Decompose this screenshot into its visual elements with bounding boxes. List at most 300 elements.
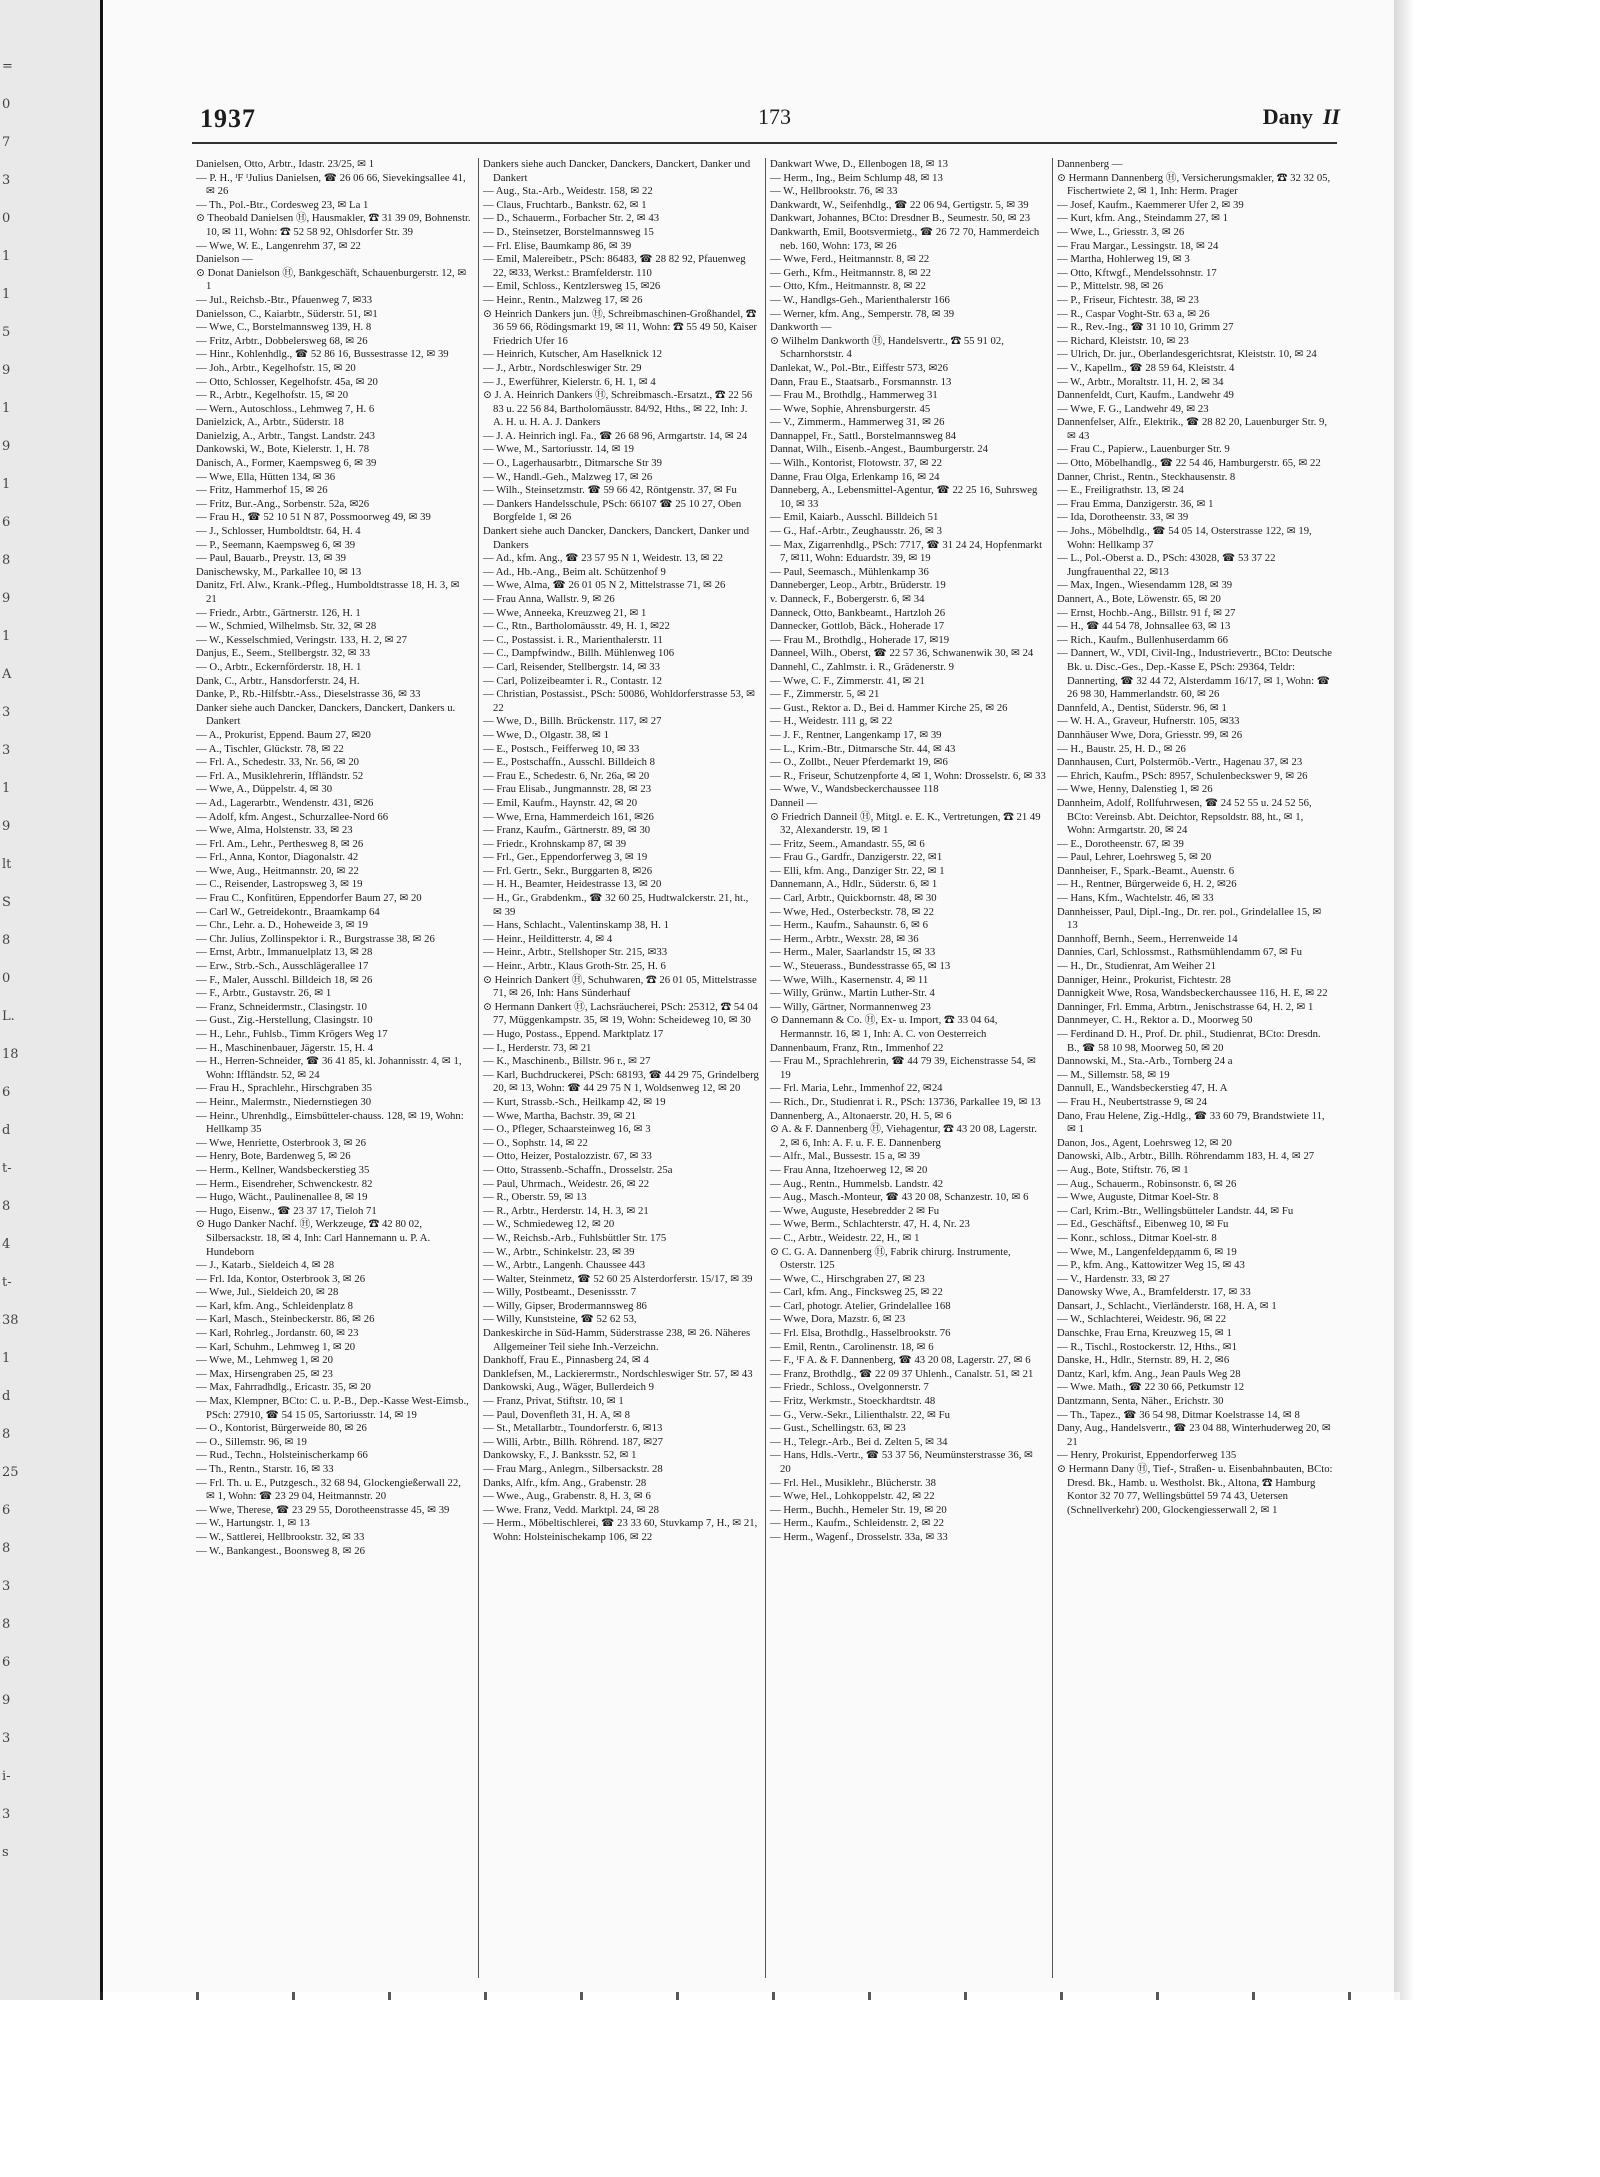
directory-entry: Danninger, Frl. Emma, Arbtrn., Jenischstrasse 64, H. 2, ✉ 1: [1057, 1000, 1314, 1013]
gutter-fragment: 8: [2, 1541, 11, 1556]
directory-entry: ⊙ Friedrich Danneil Ⓗ, Mitgl. e. E. K., Vertretungen, ☎ 21 49 32, Alexanderstr. 19, ✉ 1: [770, 810, 1041, 837]
directory-entry: — Richard, Kleiststr. 10, ✉ 23: [1057, 334, 1189, 347]
directory-entry: — H., Rentner, Bürgerweide 6, H. 2, ✉26: [1057, 878, 1237, 891]
directory-entry: — Rud., Techn., Holsteinischerkamp 66: [196, 1449, 368, 1462]
directory-entry: — H., Dr., Studienrat, Am Weiher 21: [1057, 960, 1216, 973]
directory-entry: — H., Baustr. 25, H. D., ✉ 26: [1057, 742, 1186, 755]
directory-entry: Dannenberg, A., Altonaerstr. 20, H. 5, ✉ 6: [770, 1109, 952, 1122]
gutter-fragment: 7: [2, 135, 11, 150]
directory-entry: — Claus, Fruchtarb., Bankstr. 62, ✉ 1: [483, 198, 647, 211]
directory-entry: — Frl. Elsa, Brothdlg., Hasselbrookstr. 76: [770, 1327, 951, 1340]
gutter-fragment: 8: [2, 933, 11, 948]
directory-entry: — Kurt, Strassb.-Sch., Heilkamp 42, ✉ 19: [483, 1095, 666, 1108]
directory-entry: — Ernst, Hochb.-Ang., Billstr. 91 f, ✉ 27: [1057, 606, 1236, 619]
directory-entry: — L., Pol.-Oberst a. D., PSch: 43028, ☎ 53 37 22 Jungfrauenthal 22, ✉13: [1057, 552, 1276, 578]
directory-entry: — W., Hartungstr. 1, ✉ 13: [196, 1517, 310, 1530]
directory-entry: — Frau Anna, Itzehoerweg 12, ✉ 20: [770, 1163, 928, 1176]
directory-entry: — Max, Klempner, BCto: C. u. P.-B., Dep.-Kasse West-Eimsb., PSch: 27910, ☎ 54 15 05, Sartoriusstr. 14, ✉ 19: [196, 1395, 469, 1421]
directory-entry: — Carl, Arbtr., Quickbornstr. 48, ✉ 30: [770, 892, 937, 905]
page-number: 173: [758, 104, 791, 129]
directory-entry: Dannhausen, Curt, Polstermöb.-Vertr., Hagenau 37, ✉ 23: [1057, 756, 1303, 769]
directory-entry: — O., Pfleger, Schaarsteinweg 16, ✉ 3: [483, 1123, 651, 1136]
directory-entry: — Emil, Rentn., Carolinenstr. 18, ✉ 6: [770, 1340, 934, 1353]
directory-entry: — Franz, Brothdlg., ☎ 22 09 37 Uhlenh., Canalstr. 51, ✉ 21: [770, 1367, 1034, 1380]
directory-entry: Danielsson, C., Kaiarbtr., Süderstr. 51, ✉1: [196, 307, 378, 320]
directory-entry: — Wwe, Hel., Lohkoppelstr. 42, ✉ 22: [770, 1490, 935, 1503]
directory-entry: — Wwe, M., Lehmweg 1, ✉ 20: [196, 1354, 333, 1367]
gutter-fragment: 38: [2, 1313, 19, 1328]
gutter-fragment: 8: [2, 1427, 11, 1442]
directory-entry: — C., Reisender, Lastropsweg 3, ✉ 19: [196, 878, 363, 891]
gutter-fragment: 6: [2, 1655, 11, 1670]
directory-entry: ⊙ Heinrich Dankers jun. Ⓗ, Schreibmaschinen-Großhandel, ☎ 36 59 66, Rödingsmarkt 19, ✉ 11, Wohn: ☎ 55 49 50, Kaiser Friedrich Ufer 16: [483, 307, 757, 347]
directory-entry: — Herm., Ing., Beim Schlump 48, ✉ 13: [770, 171, 943, 184]
gutter-fragment: 9: [2, 1693, 11, 1708]
directory-entry: — Herm., Buchh., Hemeler Str. 19, ✉ 20: [770, 1503, 947, 1516]
directory-entry: Danneberg, A., Lebensmittel-Agentur, ☎ 22 25 16, Suhrsweg 10, ✉ 33: [770, 484, 1038, 510]
directory-entry: — W., Hellbrookstr. 76, ✉ 33: [770, 185, 898, 198]
directory-entry: Danschke, Frau Erna, Kreuzweg 15, ✉ 1: [1057, 1327, 1232, 1340]
directory-entry: Dankwardt, W., Seifenhdlg., ☎ 22 06 94, Gertigstr. 5, ✉ 39: [770, 198, 1029, 211]
directory-entry: — Friedr., Arbtr., Gärtnerstr. 126, H. 1: [196, 606, 361, 619]
directory-entry: — Heinr., Arbtr., Stellshoper Str. 215, ✉33: [483, 946, 668, 959]
directory-entry: — Frl. Hel., Musiklehr., Blücherstr. 38: [770, 1476, 936, 1489]
column-2: [483, 158, 759, 1978]
directory-entry: — H., Herren-Schneider, ☎ 36 41 85, kl. Johannisstr. 4, ✉ 1, Wohn: Iffländstr. 52, ✉ 24: [196, 1055, 462, 1081]
directory-entry: — J. A. Heinrich ingl. Fa., ☎ 26 68 96, Armgartstr. 14, ✉ 24: [483, 429, 748, 442]
directory-entry: Dankowski, W., Bote, Kielerstr. 1, H. 78: [196, 443, 370, 456]
directory-entry: — Martha, Hohlerweg 19, ✉ 3: [1057, 253, 1190, 266]
directory-entry: — O., Lagerhausarbtr., Ditmarsche Str 39: [483, 457, 662, 470]
directory-entry: — Henry, Prokurist, Eppendorferweg 135: [1057, 1449, 1237, 1462]
directory-entry: — Wwe, L., Griesstr. 3, ✉ 26: [1057, 225, 1185, 238]
directory-entry: — Frau Emma, Danzigerstr. 36, ✉ 1: [1057, 497, 1214, 510]
directory-entry: — Aug., Masch.-Monteur, ☎ 43 20 08, Schanzestr. 10, ✉ 6: [770, 1191, 1029, 1204]
gutter-fragment: 3: [2, 705, 11, 720]
directory-entry: — Carl, photogr. Atelier, Grindelallee 168: [770, 1299, 951, 1312]
directory-entry: — Paul, Lehrer, Loehrsweg 5, ✉ 20: [1057, 851, 1212, 864]
directory-entry: — R., Rev.-Ing., ☎ 31 10 10, Grimm 27: [1057, 321, 1234, 334]
directory-entry: — Franz, Kaufm., Gärtnerstr. 89, ✉ 30: [483, 824, 651, 837]
directory-entry: — G., Haf.-Arbtr., Zeughausstr. 26, ✉ 3: [770, 525, 942, 538]
directory-entry: — Josef, Kaufm., Kaemmerer Ufer 2, ✉ 39: [1057, 198, 1244, 211]
directory-entry: — Rich., Kaufm., Bullenhuserdamm 66: [1057, 633, 1228, 646]
directory-entry: — G., Verw.-Sekr., Lilienthalstr. 22, ✉ Fu: [770, 1408, 950, 1421]
gutter-fragment: 1: [2, 401, 11, 416]
gutter-fragment: 1: [2, 477, 11, 492]
directory-entry: ⊙ Hermann Dannenberg Ⓗ, Versicherungsmakler, ☎ 32 32 05, Fischertwiete 2, ✉ 1, Inh: Herm. Prager: [1057, 171, 1331, 198]
directory-entry: Dannenberg —: [1057, 158, 1123, 170]
directory-entry: Dannmeyer, C. H., Rektor a. D., Moorweg 50: [1057, 1014, 1253, 1027]
directory-entry: — Willy, Gipser, Brodermannsweg 86: [483, 1299, 647, 1312]
directory-entry: — Frl. Ida, Kontor, Osterbrook 3, ✉ 26: [196, 1272, 366, 1285]
directory-entry: — Max, Zigarrenhdlg., PSch: 7717, ☎ 31 24 24, Hopfenmarkt 7, ✉11, Wohn: Eduardstr. 39, ✉ 19: [770, 538, 1043, 565]
directory-entry: Danisch, A., Former, Kaempsweg 6, ✉ 39: [196, 457, 377, 470]
directory-entry: — H., Gr., Grabdenkm., ☎ 32 60 25, Hudtwalckerstr. 21, ht., ✉ 39: [483, 892, 749, 918]
directory-entry: — Gust., Schellingstr. 63, ✉ 23: [770, 1422, 906, 1435]
directory-entry: — H., Weidestr. 111 g, ✉ 22: [770, 715, 893, 728]
directory-entry: — Carl W., Getreidekontr., Braamkamp 64: [196, 905, 380, 918]
directory-entry: — Werner, kfm. Ang., Semperstr. 78, ✉ 39: [770, 307, 955, 320]
directory-entry: — P., Seemann, Kaempsweg 6, ✉ 39: [196, 538, 356, 551]
directory-entry: — Christian, Postassist., PSch: 50086, Wohldorferstrasse 53, ✉ 22: [483, 688, 756, 714]
directory-entry: — Frau G., Gardfr., Danzigerstr. 22, ✉1: [770, 851, 943, 864]
gutter-fragment: lt: [2, 857, 12, 872]
directory-entry: — Ernst, Arbtr., Immanuelplatz 13, ✉ 28: [196, 946, 373, 959]
gutter-fragment: 3: [2, 1807, 11, 1822]
directory-entry: — Wwe, Martha, Bachstr. 39, ✉ 21: [483, 1109, 637, 1122]
gutter-fragment: 3: [2, 1731, 11, 1746]
directory-entry: — O., Arbtr., Eckernförderstr. 18, H. 1: [196, 660, 362, 673]
gutter-fragment: 1: [2, 287, 11, 302]
directory-entry: ⊙ Hermann Dankert Ⓗ, Lachsräucherei, PSch: 25312, ☎ 54 04 77, Müggenkampstr. 35, ✉ 19, Wohn: Scheideweg 10, ✉ 30: [483, 1000, 758, 1027]
directory-entry: — Henry, Bote, Bardenweg 5, ✉ 26: [196, 1150, 351, 1163]
directory-entry: Danischewsky, M., Parkallee 10, ✉ 13: [196, 565, 362, 578]
directory-entry: Dantz, Karl, kfm. Ang., Jean Pauls Weg 28: [1057, 1367, 1241, 1380]
directory-entry: ⊙ Heinrich Dankert Ⓗ, Schuhwaren, ☎ 26 01 05, Mittelstrasse 71, ✉ 26, Inh: Hans Sünderhauf: [483, 973, 757, 1000]
directory-entry: Dannehl, C., Zahlmstr. i. R., Grädenerstr. 9: [770, 660, 955, 673]
directory-entry: — Emil, Schloss., Kentzlersweg 15, ✉26: [483, 280, 661, 293]
directory-entry: — O., Kontorist, Bürgerweide 80, ✉ 26: [196, 1422, 367, 1435]
directory-entry: — Jul., Reichsb.-Btr., Pfauenweg 7, ✉33: [196, 293, 373, 306]
gutter-fragment: 8: [2, 1617, 11, 1632]
directory-entry: — Paul, Dovenfleth 31, H. A, ✉ 8: [483, 1408, 630, 1421]
directory-entry: — J. F., Rentner, Langenkamp 17, ✉ 39: [770, 728, 942, 741]
directory-entry: ⊙ Dannemann & Co. Ⓗ, Ex- u. Import, ☎ 33 04 64, Hermannstr. 16, ✉ 1, Inh: A. C. von Oesterreich: [770, 1014, 998, 1040]
directory-entry: — O., Sophstr. 14, ✉ 22: [483, 1136, 588, 1149]
directory-entry: Danlekat, W., Pol.-Btr., Eiffestr 573, ✉26: [770, 361, 948, 374]
column-1: [196, 158, 472, 1978]
directory-entry: — Fritz, Hammerhof 15, ✉ 26: [196, 484, 328, 497]
directory-entry: — Herm., Kaufm., Schleidenstr. 2, ✉ 22: [770, 1517, 944, 1530]
directory-entry: ⊙ J. A. Heinrich Dankers Ⓗ, Schreibmasch.-Ersatzt., ☎ 22 56 83 u. 22 56 84, Bartholomäusstr. 84/92, Hths., ✉ 22, Inh: J. A. H. u. H. A. J. Dankers: [483, 389, 753, 429]
directory-entry: Dannenbaum, Franz, Rtn., Immenhof 22: [770, 1041, 944, 1054]
directory-entry: — P., Friseur, Fichtestr. 38, ✉ 23: [1057, 293, 1199, 306]
directory-entry: Danneel, Wilh., Oberst, ☎ 22 57 36, Schwanenwik 30, ✉ 24: [770, 647, 1034, 660]
directory-entry: — Wwe, Anneeka, Kreuzweg 21, ✉ 1: [483, 606, 647, 619]
directory-entry: — Wwe, Erna, Hammerdeich 161, ✉26: [483, 810, 654, 823]
gutter-fragment: 0: [2, 211, 11, 226]
gutter-fragment: i-: [2, 1769, 11, 1784]
directory-entry: Dannhoff, Bernh., Seem., Herrenweide 14: [1057, 932, 1238, 945]
directory-entry: Dannenfeldt, Curt, Kaufm., Landwehr 49: [1057, 389, 1234, 402]
directory-entry: — Wwe, F. G., Landwehr 49, ✉ 23: [1057, 402, 1209, 415]
directory-entry: — Wwe, Jul., Sieldeich 20, ✉ 28: [196, 1286, 339, 1299]
directory-entry: — W., Sattlerei, Hellbrookstr. 32, ✉ 33: [196, 1530, 365, 1543]
directory-entry: — Frl., Anna, Kontor, Diagonalstr. 42: [196, 851, 359, 864]
directory-entry: Dannat, Wilh., Eisenb.-Angest., Baumburgerstr. 24: [770, 443, 988, 456]
directory-entry: — E., Dorotheenstr. 67, ✉ 39: [1057, 837, 1184, 850]
directory-entry: — Carl, Reisender, Stellbergstr. 14, ✉ 33: [483, 660, 660, 673]
column-3: [770, 158, 1046, 1978]
directory-entry: — R., Friseur, Schutzenpforte 4, ✉ 1, Wohn: Drosselstr. 6, ✉ 33: [770, 769, 1046, 782]
directory-entry: — Hinr., Kohlenhdlg., ☎ 52 86 16, Bussestrasse 12, ✉ 39: [196, 348, 449, 361]
gutter-fragment: 9: [2, 591, 11, 606]
directory-entry: — O., Sillemstr. 96, ✉ 19: [196, 1435, 307, 1448]
directory-entry: — Herm., Kaufm., Sahaunstr. 6, ✉ 6: [770, 919, 928, 932]
directory-entry: Danks, Alfr., kfm. Ang., Grabenstr. 28: [483, 1476, 647, 1489]
directory-entry: — Friedr., Krohnskamp 87, ✉ 39: [483, 837, 627, 850]
directory-entry: — Paul, Bauarb., Preystr. 13, ✉ 39: [196, 552, 346, 565]
directory-entry: — Wwe, Hed., Osterbeckstr. 78, ✉ 22: [770, 905, 934, 918]
directory-entry: ⊙ Hugo Danker Nachf. Ⓗ, Werkzeuge, ☎ 42 80 02, Silbersackstr. 18, ✉ 4, Inh: Carl Hannemann u. P. A. Hundeborn: [196, 1218, 431, 1258]
directory-entry: — Konr., schloss., Ditmar Koel-str. 8: [1057, 1231, 1217, 1244]
gutter-fragment: 4: [2, 1237, 11, 1252]
directory-entry: — Otto, Kftwgf., Mendelssohnstr. 17: [1057, 266, 1217, 279]
directory-entry: Danklefsen, M., Lackierermstr., Nordschleswiger Str. 57, ✉ 43: [483, 1367, 753, 1380]
directory-entry: — F., Maler, Ausschl. Billdeich 18, ✉ 26: [196, 973, 373, 986]
gutter-fragment: 1: [2, 249, 11, 264]
directory-entry: Dano, Frau Helene, Zig.-Hdlg., ☎ 33 60 79, Brandstwiete 11, ✉ 1: [1057, 1109, 1325, 1136]
directory-entry: Dannheim, Adolf, Rollfuhrwesen, ☎ 24 52 55 u. 24 52 56, BCto: Vereinsb. Abt. Deichtor, Repsoldstr. 88, ht., ✉ 1, Wohn: Armgartstr. 20, ✉ 24: [1057, 796, 1312, 837]
directory-entry: — K., Maschinenb., Billstr. 96 r., ✉ 27: [483, 1055, 651, 1068]
directory-entry: — Frl. Am., Lehr., Perthesweg 8, ✉ 26: [196, 837, 364, 850]
directory-entry: — Aug., Sta.-Arb., Weidestr. 158, ✉ 22: [483, 185, 653, 198]
gutter-fragment: t-: [2, 1275, 12, 1290]
directory-entry: — Emil, Kaiarb., Ausschl. Billdeich 51: [770, 511, 939, 524]
directory-entry: — Frau Anna, Wallstr. 9, ✉ 26: [483, 593, 615, 605]
directory-entry: — Hugo, Wächt., Paulinenallee 8, ✉ 19: [196, 1191, 368, 1204]
directory-entry: — Herm., Wagenf., Drosselstr. 33a, ✉ 33: [770, 1530, 948, 1543]
directory-entry: — F., Zimmerstr. 5, ✉ 21: [770, 688, 880, 701]
directory-entry: Dankworth —: [770, 321, 832, 334]
directory-entry: — Franz, Schneidermstr., Clasingstr. 10: [196, 1000, 367, 1013]
directory-entry: ⊙ Theobald Danielsen Ⓗ, Hausmakler, ☎ 31 39 09, Bohnenstr. 10, ✉ 11, Wohn: ☎ 52 58 92, Ohlsdorfer Str. 39: [196, 212, 471, 238]
directory-entry: — J., Ewerführer, Kielerstr. 6, H. 1, ✉ 4: [483, 375, 656, 388]
directory-entry: Dannappel, Fr., Sattl., Borstelmannsweg 84: [770, 429, 957, 442]
directory-entry: — Herm., Kellner, Wandsbeckerstieg 35: [196, 1163, 370, 1176]
directory-entry: — Frau C., Papierw., Lauenburger Str. 9: [1057, 443, 1230, 456]
directory-entry: — Willi, Arbtr., Billh. Röhrend. 187, ✉27: [483, 1435, 663, 1448]
column-4: [1057, 158, 1333, 1978]
directory-entry: — Wwe. Math., ☎ 22 30 66, Petkumstr 12: [1057, 1381, 1245, 1394]
directory-entry: ⊙ C. G. A. Dannenberg Ⓗ, Fabrik chirurg. Instrumente, Osterstr. 125: [770, 1245, 1011, 1272]
gutter-fragment: 9: [2, 819, 11, 834]
directory-entry: — Heinr., Malermstr., Niedernstiegen 30: [196, 1095, 372, 1108]
gutter-fragment: 8: [2, 1199, 11, 1214]
directory-entry: — Wern., Autoschloss., Lehmweg 7, H. 6: [196, 402, 375, 415]
directory-entry: Dansart, J., Schlacht., Vierländerstr. 168, H. A, ✉ 1: [1057, 1299, 1277, 1312]
directory-entry: Danielson —: [196, 253, 253, 266]
directory-entry: — Th., Pol.-Btr., Cordesweg 23, ✉ La 1: [196, 198, 369, 211]
directory-entry: — Paul, Seemasch., Mühlenkamp 36: [770, 565, 929, 578]
directory-entry: — J., Arbtr., Nordschleswiger Str. 29: [483, 361, 642, 374]
directory-entry: — Herm., Maler, Saarlandstr 15, ✉ 33: [770, 946, 936, 959]
directory-entry: Dannheisser, Paul, Dipl.-Ing., Dr. rer. pol., Grindelallee 15, ✉ 13: [1057, 905, 1322, 932]
directory-entry: Danon, Jos., Agent, Loehrsweg 12, ✉ 20: [1057, 1136, 1232, 1149]
directory-entry: — W., Schmied, Wilhelmsb. Str. 32, ✉ 28: [196, 620, 377, 633]
directory-entry: — Wwe, Ferd., Heitmannstr. 8, ✉ 22: [770, 253, 930, 266]
directory-entry: — Hugo, Postass., Eppend. Marktplatz 17: [483, 1028, 664, 1040]
blank-area: [0, 2000, 1600, 2177]
directory-entry: — J., Schlosser, Humboldtstr. 64, H. 4: [196, 525, 361, 538]
directory-entry: Dannemann, A., Hdlr., Süderstr. 6, ✉ 1: [770, 878, 938, 891]
directory-entry: — Adolf, kfm. Angest., Schurzallee-Nord 66: [196, 810, 389, 823]
directory-entry: Dantzmann, Senta, Näher., Erichstr. 30: [1057, 1395, 1224, 1408]
directory-entry: — Wwe, Henny, Dalenstieg 1, ✉ 26: [1057, 783, 1213, 796]
directory-entry: — Wwe, Henriette, Osterbrook 3, ✉ 26: [196, 1136, 366, 1149]
directory-entry: — Th., Tapez., ☎ 36 54 98, Ditmar Koelstrasse 14, ✉ 8: [1057, 1408, 1300, 1421]
directory-entry: Dannull, E., Wandsbeckerstieg 47, H. A: [1057, 1082, 1228, 1095]
gutter-fragment: d: [2, 1389, 11, 1404]
directory-entry: — W., Handl.-Geh., Malzweg 17, ✉ 26: [483, 470, 653, 483]
directory-entry: — Wwe, Therese, ☎ 23 29 55, Dorotheenstrasse 45, ✉ 39: [196, 1503, 450, 1516]
directory-entry: — Frl. A., Schedestr. 33, Nr. 56, ✉ 20: [196, 756, 360, 769]
directory-entry: — Aug., Schauerm., Robinsonstr. 6, ✉ 26: [1057, 1177, 1237, 1190]
directory-entry: Dankwart, Johannes, BCto: Dresdner B., Seumestr. 50, ✉ 23: [770, 212, 1031, 225]
gutter-fragment: 0: [2, 97, 11, 112]
gutter-fragment: 5: [2, 325, 11, 340]
directory-entry: — Max, Hirsengraben 25, ✉ 23: [196, 1367, 333, 1380]
directory-entry: — E., Postschaffn., Ausschl. Billdeich 8: [483, 756, 655, 769]
directory-entry: — Max, Ingen., Wiesendamm 128, ✉ 39: [1057, 579, 1233, 592]
directory-entry: — Emil, Kaufm., Haynstr. 42, ✉ 20: [483, 796, 638, 809]
directory-entry: Danneck, Otto, Bankbeamt., Hartzloh 26: [770, 606, 946, 619]
gutter-fragment: 3: [2, 173, 11, 188]
directory-entry: — Ehrich, Kaufm., PSch: 8957, Schulenbeckswег 9, ✉ 26: [1057, 769, 1308, 782]
gutter-fragment: 1: [2, 781, 11, 796]
previous-page-gutter: [0, 0, 103, 2000]
directory-entry: — O., Zollbt., Neuer Pferdemarkt 19, ✉6: [770, 756, 948, 769]
directory-entry: — Friedr., Schloss., Ovelgonnerstr. 7: [770, 1381, 929, 1394]
directory-entry: — Frau Elisab., Jungmannstr. 28, ✉ 23: [483, 783, 652, 796]
directory-entry: Dannies, Carl, Schlossmst., Rathsmühlendamm 67, ✉ Fu: [1057, 946, 1302, 959]
directory-entry: — Frau M., Sprachlehrerin, ☎ 44 79 39, Eichenstrasse 54, ✉ 19: [770, 1055, 1036, 1081]
gutter-fragment: 18: [2, 1047, 19, 1062]
directory-entry: — W., Arbtr., Langenh. Chaussee 443: [483, 1259, 646, 1272]
directory-entry: — Wwe, Wilh., Kasernenstr. 4, ✉ 11: [770, 973, 929, 986]
directory-entry: — Frl. Maria, Lehr., Immenhof 22, ✉24: [770, 1082, 943, 1095]
gutter-fragment: S: [2, 895, 11, 910]
directory-entry: Danielzick, A., Arbtr., Süderstr. 18: [196, 416, 344, 429]
directory-entry: — Frau M., Brothdlg., Hammerweg 31: [770, 389, 938, 402]
directory-entry: — D., Schauerm., Forbacher Str. 2, ✉ 43: [483, 212, 660, 225]
directory-entry: — Wwe, C., Hirschgraben 27, ✉ 23: [770, 1272, 925, 1285]
directory-entry: — Fritz, Arbtr., Dobbelersweg 68, ✉ 26: [196, 334, 368, 347]
directory-entry: — Aug., Rentn., Hummelsb. Landstr. 42: [770, 1177, 944, 1190]
directory-entry: — C., Arbtr., Weidestr. 22, H., ✉ 1: [770, 1231, 920, 1244]
directory-entry: — Fritz, Werkmstr., Stoeckhardtstr. 48: [770, 1395, 936, 1408]
directory-entry: Danielzig, A., Arbtr., Tangst. Landstr. 243: [196, 429, 375, 442]
directory-entry: — H., Lehr., Fuhlsb., Timm Krögers Weg 17: [196, 1028, 388, 1040]
directory-entry: — Heinr., Uhrenhdlg., Eimsbütteler-chauss. 128, ✉ 19, Wohn: Hellkamp 35: [196, 1109, 464, 1136]
directory-entry: — H., Telegr.-Arb., Bei d. Zelten 5, ✉ 34: [770, 1435, 948, 1448]
directory-entry: — Otto, Schlosser, Kegelhofstr. 45a, ✉ 20: [196, 375, 378, 388]
directory-entry: — C., Postassist. i. R., Marienthalerstr. 11: [483, 633, 663, 646]
directory-entry: — Herm., Arbtr., Wexstr. 28, ✉ 36: [770, 932, 919, 945]
directory-entry: Dankhoff, Frau E., Pinnasberg 24, ✉ 4: [483, 1354, 649, 1367]
gutter-fragment: s: [2, 1845, 9, 1860]
directory-entry: Danneil —: [770, 796, 818, 809]
directory-entry: — Frau C., Konfitüren, Eppendorfer Baum 27, ✉ 20: [196, 892, 422, 905]
directory-entry: — Frau Margar., Lessingstr. 18, ✉ 24: [1057, 239, 1219, 252]
directory-entry: — Hans, Hdls.-Vertr., ☎ 53 37 56, Neumünsterstrasse 36, ✉ 20: [770, 1449, 1034, 1475]
directory-entry: — Ida, Dorotheenstr. 33, ✉ 39: [1057, 511, 1189, 524]
directory-entry: — Ad., Hb.-Ang., Beim alt. Schützenhof 9: [483, 565, 666, 578]
directory-entry: — Frl., Ger., Eppendorferweg 3, ✉ 19: [483, 851, 648, 864]
directory-entry: — Wwe, W. E., Langenrehm 37, ✉ 22: [196, 239, 361, 252]
gutter-fragment: =: [2, 59, 13, 74]
directory-entry: Dankowski, Aug., Wäger, Bullerdeich 9: [483, 1381, 654, 1394]
directory-entry: — R., Arbtr., Herderstr. 14, H. 3, ✉ 21: [483, 1204, 649, 1217]
directory-entry: — W., Schlachterei, Weidestr. 96, ✉ 22: [1057, 1313, 1227, 1326]
directory-entry: — Emil, Malereibetr., PSch: 86483, ☎ 28 82 92, Pfauenweg 22, ✉33, Werkst.: Bramfelderstr. 110: [483, 253, 746, 279]
directory-entry: Dany, Aug., Handelsvertr., ☎ 23 04 88, Winterhuderweg 20, ✉ 21: [1057, 1422, 1331, 1448]
directory-entry: — W., Arbtr., Moraltstr. 11, H. 2, ✉ 34: [1057, 375, 1224, 388]
directory-entry: — Ed., Geschäftsf., Eibenweg 10, ✉ Fu: [1057, 1218, 1229, 1231]
running-head: [1263, 104, 1340, 130]
directory-entry: — Wilh., Kontorist, Flotowstr. 37, ✉ 22: [770, 457, 942, 470]
directory-entry: — C., Dampfwindw., Billh. Mühlenweg 106: [483, 647, 675, 660]
directory-entry: — Walter, Steinmetz, ☎ 52 60 25 Alsterdorferstr. 15/17, ✉ 39: [483, 1272, 753, 1285]
gutter-fragment: 9: [2, 363, 11, 378]
directory-entry: — Karl, kfm. Ang., Schleidenplatz 8: [196, 1299, 354, 1312]
directory-entry: — C., Rtn., Bartholomäusstr. 49, H. 1, ✉22: [483, 620, 670, 633]
directory-entry: v. Danneck, F., Bobergerstr. 6, ✉ 34: [770, 593, 925, 605]
gutter-fragment: 25: [2, 1465, 19, 1480]
directory-entry: — H., Maschinenbauer, Jägerstr. 15, H. 4: [196, 1041, 374, 1054]
gutter-fragment: t-: [2, 1161, 12, 1176]
directory-entry: — R., Arbtr., Kegelhofstr. 15, ✉ 20: [196, 389, 349, 402]
directory-entry: — Gerh., Kfm., Heitmannstr. 8, ✉ 22: [770, 266, 931, 279]
directory-entry: — Wwe, Auguste, Ditmar Koel-Str. 8: [1057, 1191, 1219, 1204]
directory-entry: — A., Prokurist, Eppend. Baum 27, ✉20: [196, 728, 371, 741]
directory-entry: — Heinr., Rentn., Malzweg 17, ✉ 26: [483, 293, 643, 306]
directory-entry: — Wwe, Ella, Hütten 134, ✉ 36: [196, 470, 336, 483]
directory-entry: — P. H., ᴵF ᴵJulius Danielsen, ☎ 26 06 66, Sievekingsallee 41, ✉ 26: [196, 171, 466, 198]
gutter-fragment: 0: [2, 971, 11, 986]
directory-entry: ⊙ Wilhelm Dankworth Ⓗ, Handelsvertr., ☎ 55 91 02, Scharnhorststr. 4: [770, 334, 1004, 361]
directory-entry: — I., Herderstr. 73, ✉ 21: [483, 1041, 592, 1054]
directory-entry: — Frau H., ☎ 52 10 51 N 87, Possmoorweg 49, ✉ 39: [196, 511, 431, 524]
directory-entry: — Hans, Schlacht., Valentinskamp 38, H. 1: [483, 919, 669, 932]
directory-entry: — Willy, Postbeamt., Desenissstr. 7: [483, 1286, 637, 1299]
directory-entry: — Wwe, V., Wandsbeckerchaussee 118: [770, 783, 939, 796]
directory-entry: Danitz, Frl. Alw., Krank.-Pfleg., Humboldtstrasse 18, H. 3, ✉ 21: [196, 579, 460, 605]
directory-entry: — Kurt, kfm. Ang., Steindamm 27, ✉ 1: [1057, 212, 1229, 225]
directory-entry: — Willy, Gärtner, Normannenweg 23: [770, 1000, 931, 1013]
directory-entry: Dannert, A., Bote, Löwenstr. 65, ✉ 20: [1057, 593, 1221, 605]
directory-entry: Dann, Frau E., Staatsarb., Forsmannstr. 13: [770, 375, 952, 388]
directory-entry: — Rich., Dr., Studienrat i. R., PSch: 13736, Parkallee 19, ✉ 13: [770, 1095, 1041, 1108]
directory-entry: — Willy, Kunststeine, ☎ 52 62 53,: [483, 1313, 637, 1326]
directory-entry: — W. H. A., Graveur, Hufnerstr. 105, ✉33: [1057, 715, 1240, 728]
gutter-fragment: 1: [2, 1351, 11, 1366]
gutter-fragment: 1: [2, 629, 11, 644]
directory-entry: Danner, Christ., Rentn., Steckhausenstr. 8: [1057, 470, 1236, 483]
directory-entry: — W., Bankangest., Boonsweg 8, ✉ 26: [196, 1544, 365, 1557]
gutter-fragment: 6: [2, 515, 11, 530]
directory-entry: — V., Kapellm., ☎ 28 59 64, Kleiststr. 4: [1057, 361, 1235, 374]
directory-entry: Dankwart Wwe, D., Ellenbogen 18, ✉ 13: [770, 158, 948, 170]
directory-entry: Dankert siehe auch Dancker, Danckers, Danckert, Danker und Dankers: [483, 525, 750, 551]
directory-entry: Danniger, Heinr., Prokurist, Fichtestr. 28: [1057, 973, 1231, 986]
page-edge-shadow: [1394, 0, 1414, 2000]
directory-entry: Dankeskirche in Süd-Hamm, Süderstrasse 238, ✉ 26. Näheres Allgemeiner Teil siehe Inh.-Verzeichn.: [483, 1327, 751, 1353]
directory-entry: — Max, Fahrradhdlg., Ericastr. 35, ✉ 20: [196, 1381, 371, 1394]
directory-entry: Dannigkeit Wwe, Rosa, Wandsbeckerchaussee 116, H. E, ✉ 22: [1057, 987, 1328, 1000]
directory-entry: — Ad., kfm. Ang., ☎ 23 57 95 N 1, Weidestr. 13, ✉ 22: [483, 552, 724, 565]
directory-entry: — D., Steinsetzer, Borstelmannsweg 15: [483, 225, 654, 238]
directory-entry: — Wwe. Franz, Vedd. Marktpl. 24, ✉ 28: [483, 1503, 659, 1516]
directory-entry: — Erw., Strb.-Sch., Ausschlägerallee 17: [196, 960, 369, 973]
volume-number: II: [1322, 104, 1340, 129]
directory-entry: — Hugo, Eisenw., ☎ 23 37 17, Tieloh 71: [196, 1204, 377, 1217]
directory-entry: Dannheiser, F., Spark.-Beamt., Auenstr. 6: [1057, 864, 1235, 877]
directory-entry: — R., Tischl., Rostockerstr. 12, Hths., ✉1: [1057, 1340, 1237, 1353]
directory-entry: — Wwe, Alma, Holstenstr. 33, ✉ 23: [196, 824, 353, 837]
directory-entry: — Frau Marg., Anlegrn., Silbersackstr. 28: [483, 1463, 663, 1475]
